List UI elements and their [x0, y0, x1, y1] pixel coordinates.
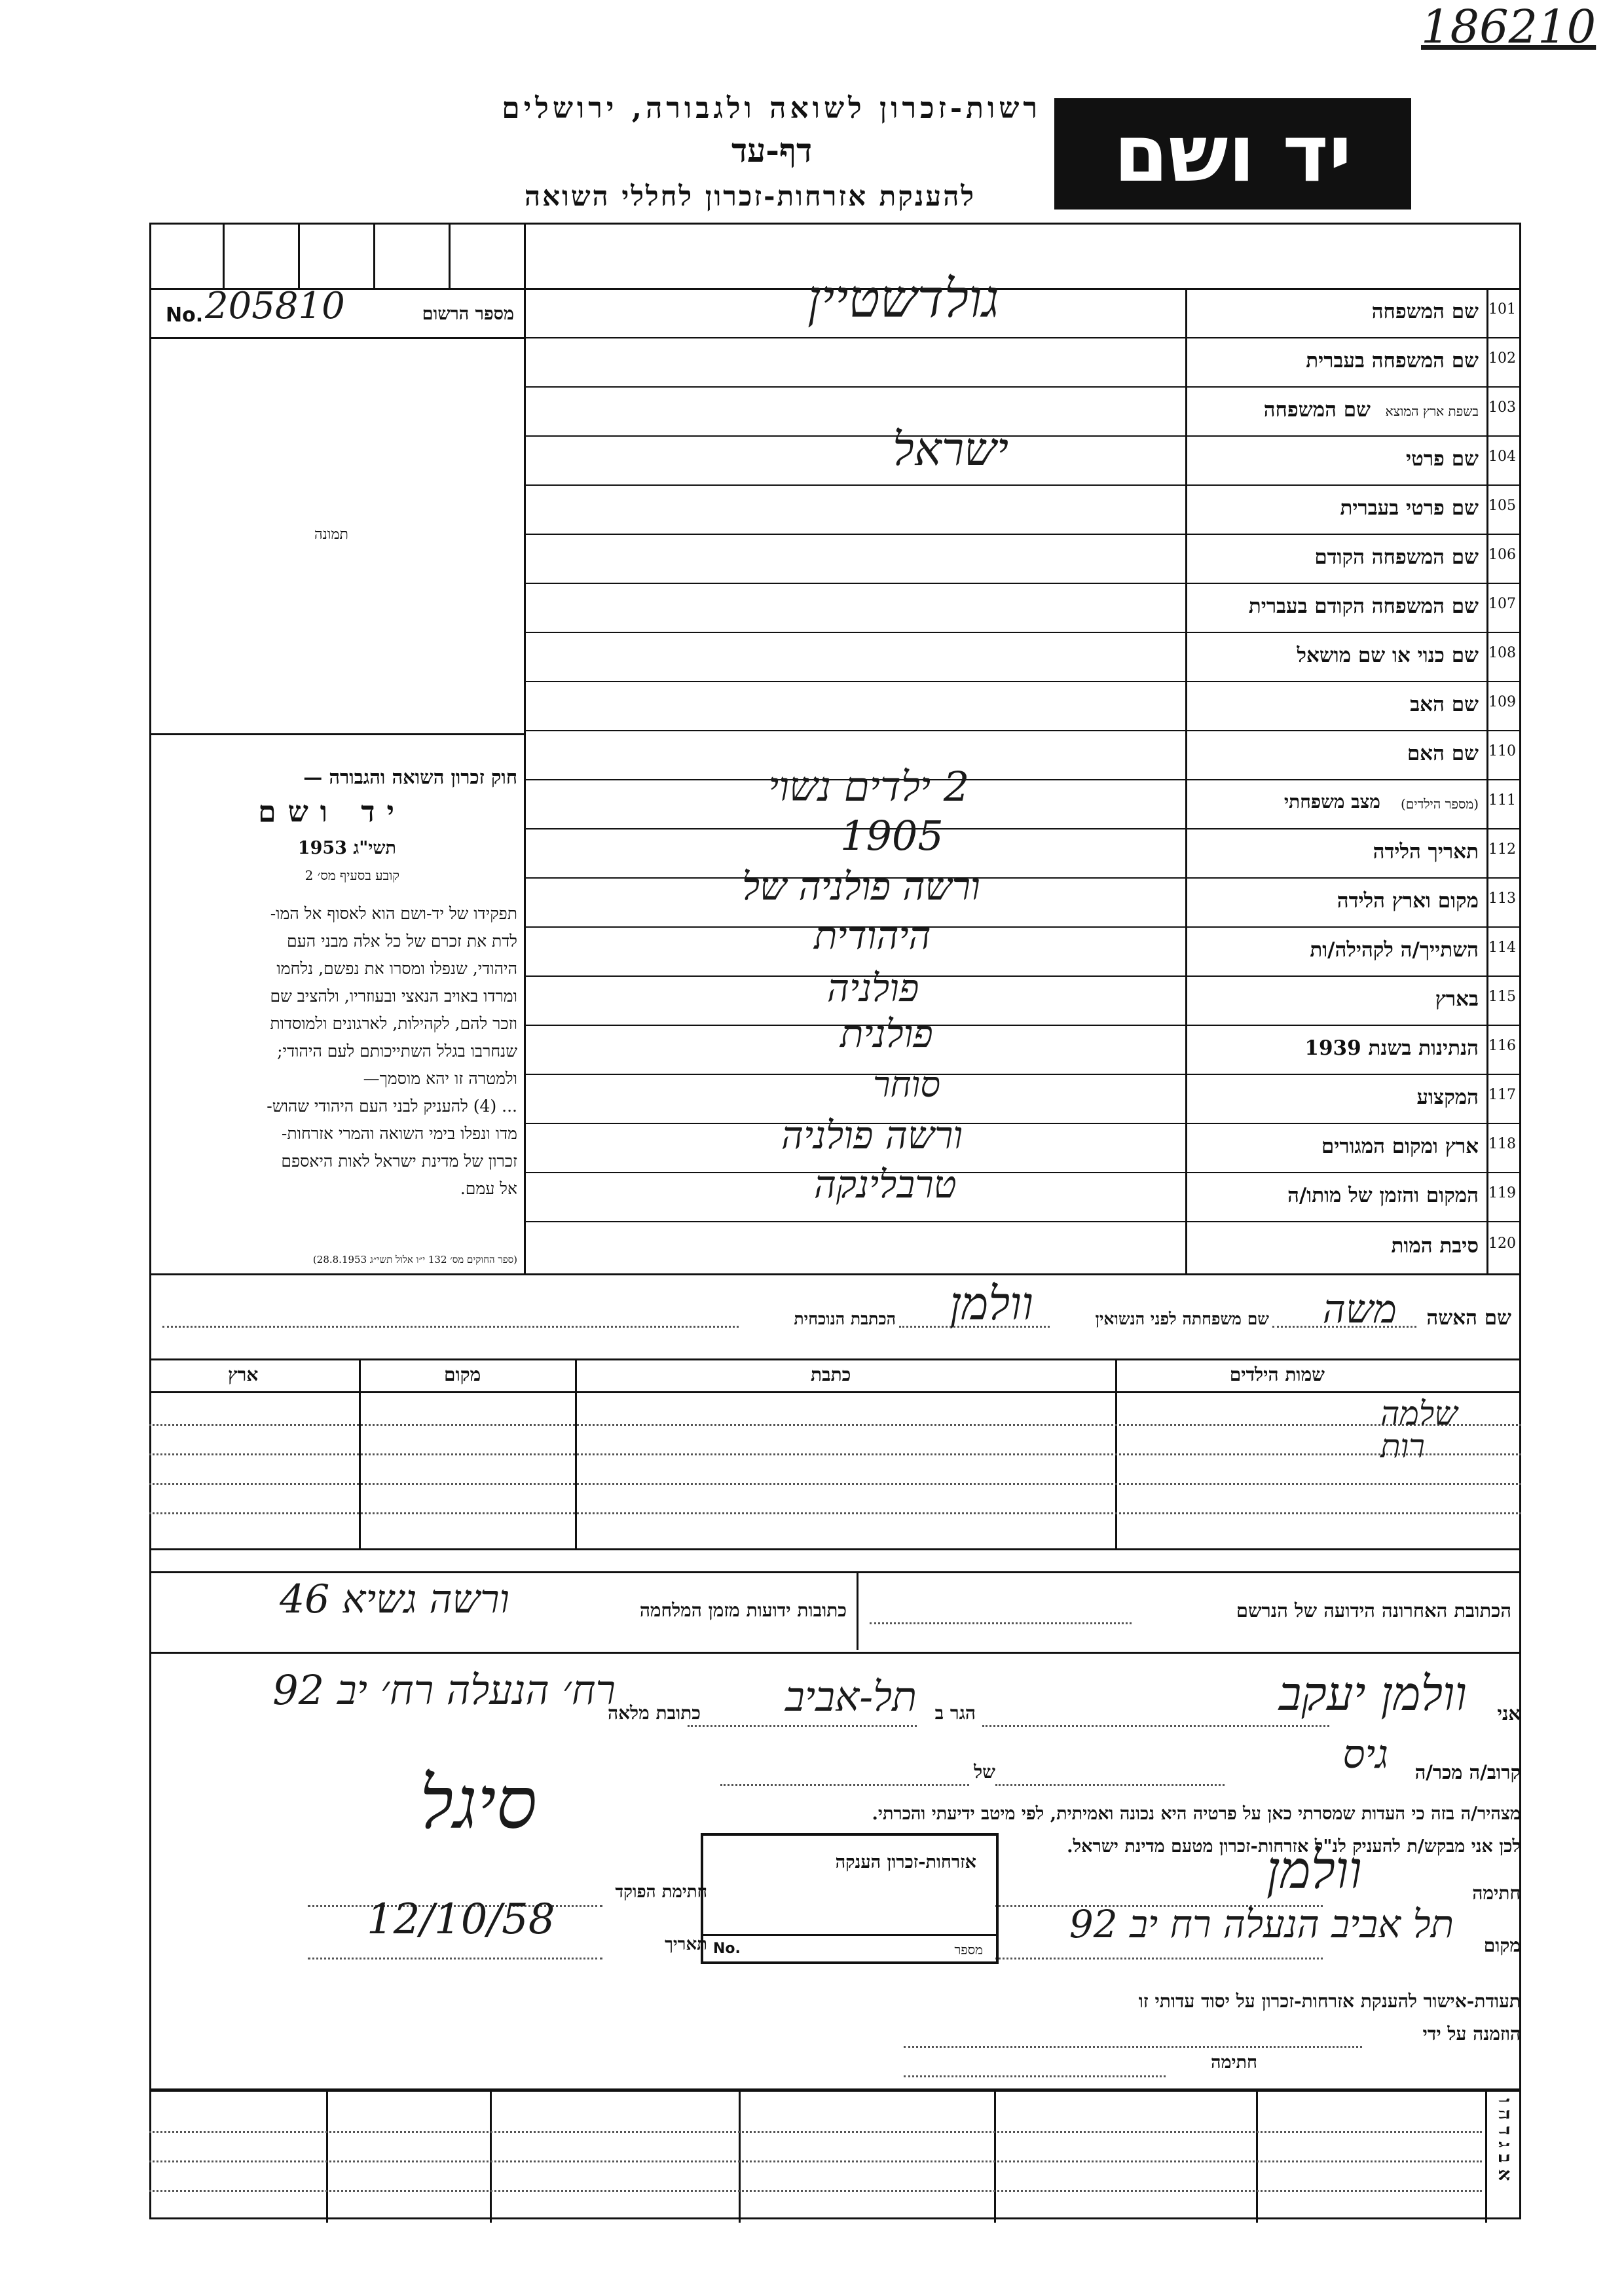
fields-block — [526, 268, 1521, 1273]
field-value: ישראל — [893, 422, 1009, 476]
official-signature: סיגל — [419, 1761, 537, 1845]
field-value: 1905 — [840, 812, 944, 860]
law-line: אל עמם. — [460, 1179, 517, 1198]
field-number: 116 — [1488, 1038, 1516, 1054]
field-number: 101 — [1488, 301, 1516, 318]
field-label: ארץ ומקום המגורים — [1321, 1135, 1479, 1158]
stamp-box-number-label: מספר — [954, 1942, 983, 1958]
field-value: פולנית — [840, 1011, 933, 1056]
field-row — [526, 864, 1521, 928]
law-line: ולמטרה זו יהא מוסמך— — [363, 1069, 517, 1088]
child-name: שלמה — [1380, 1394, 1458, 1432]
law-line: ... (4) להעניק לבני העם היהודי שהוש- — [267, 1097, 517, 1116]
field-label: שם האב — [1410, 693, 1479, 716]
field-label: הנתינות בשנת 1939 — [1304, 1036, 1479, 1060]
wife-row — [149, 1273, 1521, 1360]
field-number: 108 — [1488, 645, 1516, 661]
law-year: תשי"ג 1953 — [297, 838, 396, 858]
field-label: שם האם — [1407, 742, 1479, 765]
bottom-table — [149, 2088, 1521, 2223]
declarant-city: תל-אביב — [785, 1673, 917, 1721]
field-row — [526, 763, 1521, 829]
field-row — [526, 1221, 1521, 1273]
field-value: ורשה פולניה — [781, 1113, 963, 1157]
law-clause: קובע בסעיף מס׳ 2 — [304, 867, 399, 883]
field-label: המקצוע — [1416, 1085, 1479, 1109]
bottom-codes: א ב ג ד ה ו — [1494, 2098, 1516, 2181]
field-value: טרבלינקה — [814, 1162, 957, 1207]
logo-text: יד ושם — [1113, 108, 1352, 200]
stamp-box-no: No. — [713, 1941, 741, 1957]
children-header-place: מקום — [444, 1364, 481, 1385]
declarant-relative-label: קרוב/ה מכר/ה — [1414, 1761, 1521, 1783]
field-value: היהודית — [814, 913, 931, 958]
war-address-value: ורשה גשיא 46 — [280, 1576, 509, 1622]
field-label: תאריך הלידה — [1373, 840, 1479, 864]
declarant-statement-2: לכן אני מבקש/ת להעניק לנ"ל אזרחות-זכרון מטעם מדינת ישראל. — [1067, 1836, 1521, 1857]
field-number: 120 — [1488, 1235, 1516, 1252]
field-label: השתייך/ה לקהילה/ות — [1310, 938, 1479, 962]
date-value: 12/10/58 — [367, 1895, 555, 1944]
date-label: תאריך — [665, 1935, 707, 1954]
field-label-small: בשפת ארץ המוצא — [1385, 403, 1479, 419]
law-body — [144, 900, 517, 1203]
field-number: 103 — [1488, 399, 1516, 416]
field-label: המקום והזמן של מותו/ה — [1287, 1184, 1479, 1207]
field-number: 113 — [1488, 890, 1516, 907]
field-row — [526, 681, 1521, 731]
declarant-place: תל אביב הנעלה רח יב 92 — [1069, 1902, 1454, 1946]
declarant-address-label: כתובת מלאה — [607, 1702, 701, 1724]
header-institution: רשות-זכרון לשואה ולגבורה, ירושלים — [502, 92, 1041, 125]
field-label: מקום וארץ הלידה — [1337, 889, 1479, 913]
law-title: חוק זכרון השואה והגבורה — — [303, 766, 517, 788]
field-number: 117 — [1488, 1087, 1516, 1103]
field-row — [526, 1011, 1521, 1075]
field-value: 2 ילדים נשוי — [768, 763, 970, 811]
field-label: מצב משפחתי — [1283, 791, 1380, 812]
field-row — [526, 534, 1521, 584]
law-line: זכרון של מדינת ישראל לאות היאספם — [281, 1152, 517, 1171]
field-value: גולדשטיין — [807, 268, 999, 329]
field-number: 104 — [1488, 448, 1516, 465]
field-row — [526, 484, 1521, 535]
corner-archive-number: 186210 — [1421, 0, 1596, 54]
declarant-relative-value: גיס — [1342, 1732, 1388, 1777]
field-number: 115 — [1488, 989, 1516, 1005]
stamp-box-title: אזרחות-זכרון הענקה — [835, 1852, 976, 1872]
children-header-country: ארץ — [228, 1364, 259, 1385]
declarant-of-label: של — [974, 1761, 995, 1783]
law-line: היהודי, שנפלו ומסרו את נפשם, נלחמו — [276, 959, 517, 978]
law-line: שנחרבו בגלל השתייכותם לעם היהודי; — [277, 1042, 517, 1061]
field-row — [526, 337, 1521, 388]
last-address-label: הכתובת האחרונה הידועה של הנרשם — [1236, 1599, 1511, 1622]
field-row — [526, 812, 1521, 879]
law-line: מדו ונפלו בימי השואה והמרי אזרחות- — [281, 1124, 517, 1143]
war-address-label: כתובות ידועות מזמן המלחמה — [639, 1599, 847, 1621]
field-label: שם המשפחה בעברית — [1306, 349, 1479, 373]
certificate-line-1: תעודת-אישור להענקת אזרחות-זכרון על יסוד עדותי זו — [1138, 1990, 1521, 2012]
field-row — [526, 730, 1521, 780]
wife-maiden-label: שם משפחתה לפני הנשואין — [1095, 1309, 1269, 1328]
field-number: 114 — [1488, 939, 1516, 956]
photo-label: תמונה — [314, 526, 348, 543]
field-number: 111 — [1488, 792, 1516, 809]
law-title-2: יד ושם — [258, 795, 406, 829]
field-row — [526, 268, 1521, 338]
children-header-names: שמות הילדים — [1229, 1364, 1325, 1385]
field-label: שם המשפחה — [1263, 398, 1371, 422]
field-row — [526, 583, 1521, 633]
header-subtitle: להענקת אזרחות-זכרון לחללי השואה — [524, 180, 976, 212]
child-name: רות — [1380, 1427, 1425, 1465]
field-number: 105 — [1488, 498, 1516, 514]
field-row — [526, 632, 1521, 682]
declarant-signature: וולמן — [1266, 1840, 1362, 1901]
addresses-row — [149, 1571, 1521, 1654]
field-label: שם כנוי או שם מושאל — [1297, 644, 1479, 667]
yad-vashem-logo — [1054, 98, 1411, 210]
certificate-line-2: הוזמנה על ידי — [1422, 2023, 1521, 2045]
field-value: פולניה — [827, 966, 919, 1010]
stamp-box — [701, 1833, 999, 1964]
children-header-address: כתבת — [811, 1364, 851, 1385]
wife-name: משה — [1322, 1286, 1397, 1332]
field-number: 110 — [1488, 743, 1516, 759]
field-label: שם המשפחה הקודם בעברית — [1248, 594, 1479, 618]
declarant-ani: אני — [1497, 1702, 1521, 1724]
declarant-statement-1: מצהיר/ה בזה כי העדות שמסרתי כאן על פרטיה היא נכונה ואמיתית, לפי מיטב ידיעתי והכרתי. — [872, 1804, 1521, 1824]
field-label: סיבת המות — [1391, 1234, 1479, 1258]
field-value: ורשה פולניה של — [742, 864, 980, 909]
field-label: שם פרטי בעברית — [1340, 496, 1479, 520]
field-number: 102 — [1488, 350, 1516, 367]
field-label: שם המשפחה הקודם — [1314, 545, 1479, 569]
declarant-place-label: מקום — [1483, 1935, 1521, 1956]
registration-no-prefix: No. — [166, 304, 204, 327]
field-row — [526, 1113, 1521, 1173]
declarant-address: רח׳ הנעלה רח׳ יב 92 — [272, 1666, 616, 1714]
registration-cell — [149, 285, 524, 339]
declarant-name: וולמן יעקב — [1278, 1666, 1467, 1721]
field-label: שם המשפחה — [1371, 300, 1479, 323]
law-line: וזכר להם, לקהילות, לארגונים ולמוסדות — [270, 1014, 517, 1033]
top-boxes-row — [149, 223, 526, 288]
law-line: תפקידו של יד-ושם הוא לאסוף אל המו- — [270, 904, 517, 923]
field-row — [526, 966, 1521, 1026]
field-row — [526, 1064, 1521, 1124]
declarant-signature-label: חתימה — [1472, 1882, 1521, 1904]
wife-address-label: הכתבת הנוכחית — [794, 1309, 896, 1328]
field-row — [526, 386, 1521, 437]
registration-label: מספר הרשום — [422, 304, 514, 324]
law-line: ומרדו באויב הנאצי ובעוזריו, ולהציב שם — [270, 987, 517, 1006]
field-number: 118 — [1488, 1136, 1516, 1152]
field-label: שם פרטי — [1405, 447, 1479, 471]
field-label: בארץ — [1435, 987, 1479, 1011]
law-footnote: (ספר החוקים מס׳ 132 י״ו אלול תשי״ג 28.8.1953) — [312, 1254, 517, 1266]
certificate-signature-label: חתימה — [1210, 2052, 1257, 2073]
field-number: 112 — [1488, 841, 1516, 858]
field-number: 119 — [1488, 1185, 1516, 1201]
field-number: 109 — [1488, 694, 1516, 710]
wife-label: שם האשה — [1426, 1306, 1511, 1330]
field-number: 107 — [1488, 596, 1516, 612]
field-number: 106 — [1488, 547, 1516, 563]
field-value: סוחר — [873, 1064, 941, 1105]
official-signature-label: חתימת הפוקד — [615, 1882, 707, 1902]
children-table — [149, 1358, 1521, 1550]
law-line: לדת את זכרם של כל אלה מבני העם — [287, 932, 517, 951]
wife-maiden-name: וולמן — [950, 1277, 1033, 1330]
field-label-small: (מספר הילדים) — [1401, 796, 1479, 812]
field-row — [526, 1162, 1521, 1222]
registration-number: 205810 — [205, 285, 345, 327]
field-row — [526, 422, 1521, 486]
field-row — [526, 913, 1521, 977]
declarant-resides-label: הגר ב — [934, 1702, 976, 1724]
header-title: דף-עד — [731, 131, 812, 170]
